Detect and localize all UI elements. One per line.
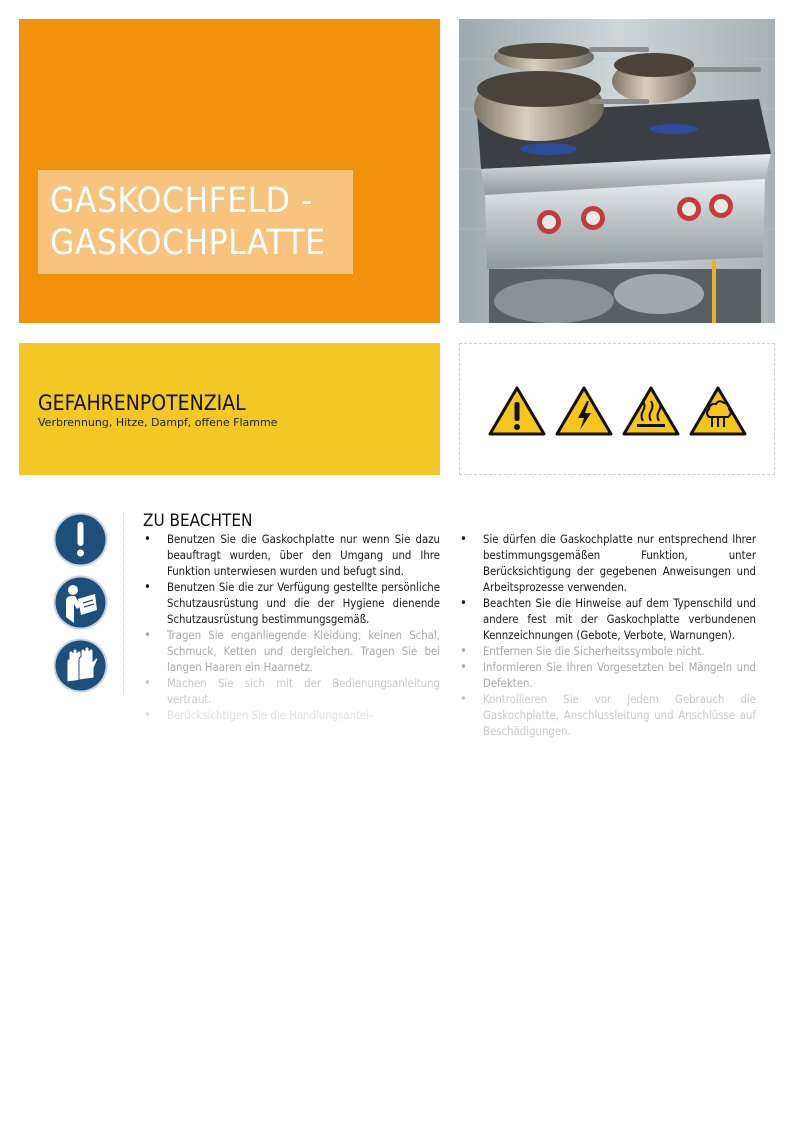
read-instructions-icon <box>53 575 108 630</box>
list-item: • Informieren Sie Ihren Vorgesetzten bei Mängeln und Defekten. <box>459 660 756 692</box>
list-item: • Sie dürfen die Gaskochplatte nur entsprechend Ihrer bestimmungsgemäßen Funktion, unter Berücksichtigung der gegebenen Anweisungen und Arbeitsprozesse verwenden. <box>459 532 756 596</box>
hot-surface-warning-icon <box>621 385 681 437</box>
hazard-subtitle: Verbrennung, Hitze, Dampf, offene Flamme <box>38 416 278 429</box>
list-item: • Tragen Sie enganliegende Kleidung, keinen Schal, Schmuck, Ketten und dergleichen. Tragen Sie bei langen Haaren ein Haarnetz. <box>143 628 440 676</box>
notes-right-column <box>459 532 756 740</box>
list-item: • Berücksichtigen Sie die Handlungsantei- <box>143 708 440 724</box>
list-item: • Entfernen Sie die Sicherheitssymbole nicht. <box>459 644 756 660</box>
electricity-warning-icon <box>554 385 614 437</box>
general-warning-icon <box>487 385 547 437</box>
list-item: • Benutzen Sie die zur Verfügung gestellte persönliche Schutzausrüstung und die der Hygiene dienende Schutzausrüstung bestimmungsgemäß. <box>143 580 440 628</box>
section-divider <box>123 512 124 695</box>
title-line-2: GASKOCHPLATTE <box>50 223 326 263</box>
page-title <box>38 170 353 274</box>
list-item: • Kontrollieren Sie vor jedem Gebrauch die Gaskochplatte, Anschlussleitung und Anschlüsse auf Beschädigungen. <box>459 692 756 740</box>
list-item: • Machen Sie sich mit der Bedienungsanleitung vertraut. <box>143 676 440 708</box>
list-item: • Benutzen Sie die Gaskochplatte nur wenn Sie dazu beauftragt wurden, über den Umgang und Ihre Funktion unterwiesen wurden und befugt sind. <box>143 532 440 580</box>
hot-steam-warning-icon <box>688 385 748 437</box>
hazard-title: GEFAHRENPOTENZIAL <box>38 391 246 415</box>
warning-signs-panel <box>459 343 775 475</box>
notes-title: ZU BEACHTEN <box>143 511 253 531</box>
gas-stove-photo-illustration <box>459 19 775 323</box>
notes-left-column <box>143 532 440 724</box>
wear-gloves-icon <box>53 638 108 693</box>
general-mandatory-icon <box>53 512 108 567</box>
title-line-1: GASKOCHFELD - <box>50 181 313 221</box>
gas-stove-photo <box>459 19 775 323</box>
list-item: • Beachten Sie die Hinweise auf dem Typenschild und andere fest mit der Gaskochplatte verbundenen Kennzeichnungen (Gebote, Verbote, Warnungen). <box>459 596 756 644</box>
